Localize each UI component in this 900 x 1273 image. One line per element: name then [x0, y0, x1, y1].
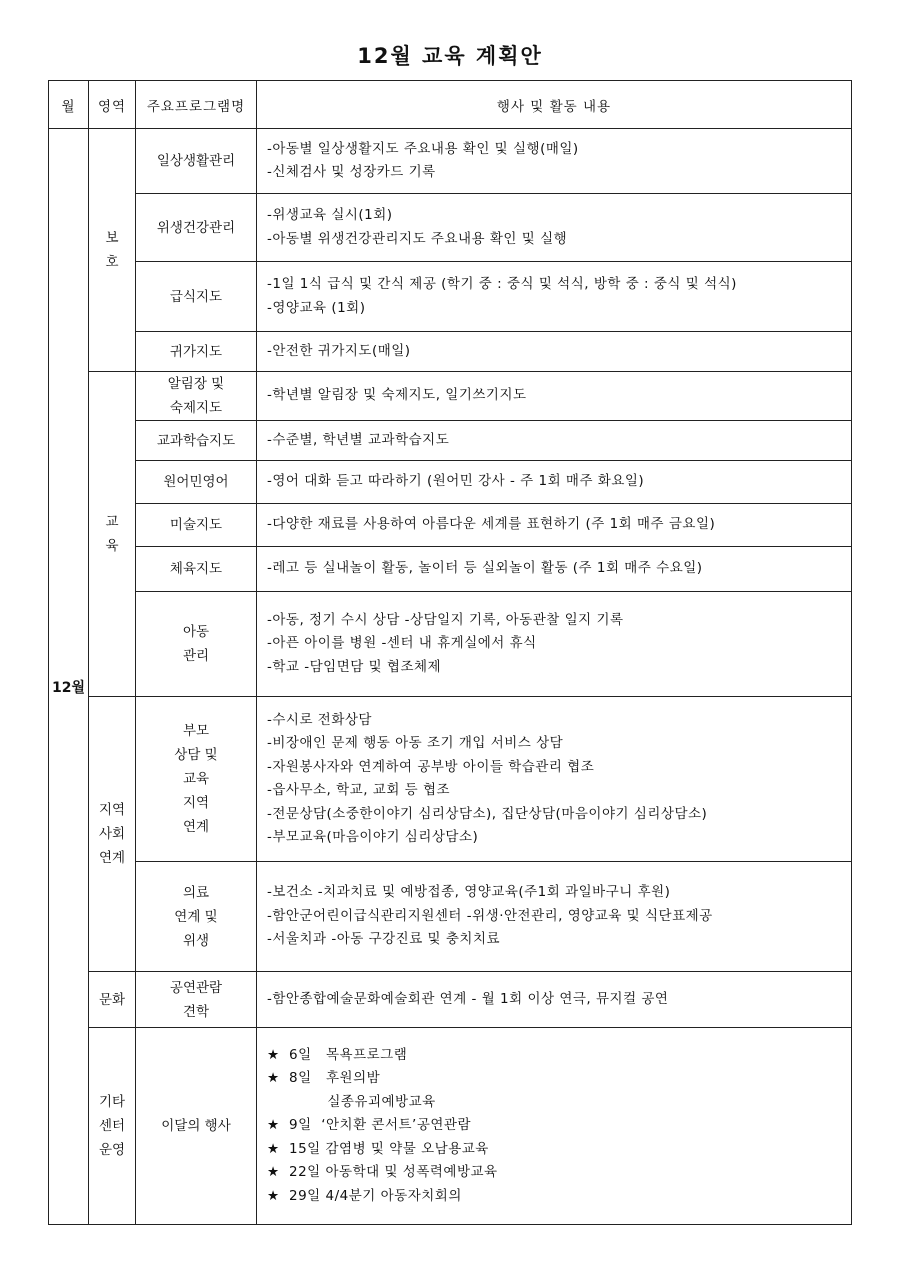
star-icon: ★ [267, 1164, 280, 1181]
activity-cell [257, 194, 852, 262]
program-cell [136, 194, 257, 262]
table-row [49, 461, 852, 504]
table-row [49, 1028, 852, 1225]
area-cell-protect [89, 129, 136, 372]
header-activity: 행사 및 활동 내용 [257, 81, 852, 129]
event-line [267, 1091, 851, 1115]
activity-line: -영양교육 (1회) [267, 299, 366, 316]
event-text: 6일 목욕프로그램 [289, 1046, 408, 1063]
program-label-line: 공연관람 [169, 979, 223, 996]
event-text: 15일 감염병 및 약물 오남용교육 [289, 1140, 489, 1157]
activity-line: -보건소 -치과치료 및 예방접종, 영양교육(주1회 과일바구니 후원) [267, 884, 671, 901]
program-label-line: 의료 [182, 884, 210, 901]
table-row [49, 129, 852, 194]
area-cell-culture [89, 972, 136, 1028]
activity-line: -위생교육 실시(1회) [267, 207, 393, 223]
activity-line: -함안군어린이급식관리지원센터 -위생·안전관리, 영양교육 및 식단표제공 [267, 907, 713, 924]
table-row [49, 421, 852, 461]
program-label-line: 상담 및 [174, 747, 218, 763]
table-row [49, 332, 852, 372]
program-label-line: 일상생활관리 [156, 153, 236, 169]
month-cell: 12월 [49, 129, 89, 1225]
table-row [49, 697, 852, 862]
page-title: 12월 교육 계획안 [357, 44, 543, 68]
program-label-line: 견학 [182, 1003, 210, 1020]
program-cell [136, 129, 257, 194]
program-label-line: 연계 및 [174, 908, 218, 925]
area-label-line: 교 [105, 514, 119, 530]
activity-cell [257, 1028, 852, 1225]
activity-line: -아픈 아이를 병원 -센터 내 휴게실에서 휴식 [267, 635, 537, 652]
program-cell [136, 372, 257, 421]
activity-cell [257, 504, 852, 547]
program-cell [136, 697, 257, 862]
header-area: 영역 [89, 81, 136, 129]
program-label-line: 급식지도 [169, 288, 223, 305]
program-label-line: 원어민영어 [163, 474, 229, 490]
area-label-line: 보 [105, 230, 119, 246]
event-text: 실종유괴예방교육 [289, 1093, 436, 1110]
table-row [49, 504, 852, 547]
event-line [267, 1161, 851, 1185]
event-line [267, 1138, 851, 1162]
activity-cell [257, 972, 852, 1028]
program-label-line: 아동 [182, 624, 210, 640]
program-label-line: 교육 [182, 771, 210, 787]
activity-line: -아동, 정기 수시 상담 -상담일지 기록, 아동관찰 일지 기록 [267, 611, 624, 628]
star-icon: ★ [267, 1187, 280, 1204]
event-line [267, 1185, 851, 1209]
activity-cell [257, 697, 852, 862]
activity-line: -아동별 위생건강관리지도 주요내용 확인 및 실행 [267, 230, 568, 247]
table-row [49, 262, 852, 332]
table-row [49, 862, 852, 972]
event-line [267, 1044, 851, 1068]
activity-line: -학년별 알림장 및 숙제지도, 일기쓰기지도 [267, 387, 527, 404]
activity-cell [257, 332, 852, 372]
activity-cell [257, 372, 852, 421]
activity-line: -함안종합예술문화예술회관 연계 - 월 1회 이상 연극, 뮤지컬 공연 [267, 990, 669, 1007]
program-label-line: 체육지도 [169, 561, 223, 577]
activity-line: -읍사무소, 학교, 교회 등 협조 [267, 782, 451, 798]
activity-cell [257, 547, 852, 592]
table-row [49, 372, 852, 421]
activity-line: -안전한 귀가지도(매일) [267, 342, 411, 359]
program-cell [136, 461, 257, 504]
activity-cell [257, 862, 852, 972]
area-label-line: 육 [105, 538, 119, 554]
header-row [49, 81, 852, 129]
program-label-line: 교과학습지도 [156, 432, 236, 449]
activity-line: -자원봉사자와 연계하여 공부방 아이들 학습관리 협조 [267, 758, 595, 775]
program-label-line: 알림장 및 [167, 376, 225, 392]
program-cell [136, 504, 257, 547]
activity-line: -전문상담(소중한이야기 심리상담소), 집단상담(마음이야기 심리상담소) [267, 805, 708, 822]
program-cell [136, 262, 257, 332]
program-label-line: 부모 [182, 723, 210, 739]
program-cell [136, 421, 257, 461]
activity-line: -학교 -담임면담 및 협조체제 [267, 658, 442, 675]
program-cell [136, 547, 257, 592]
activity-line: -신체검사 및 성장카드 기록 [267, 164, 436, 180]
activity-cell [257, 592, 852, 697]
star-icon: ★ [267, 1070, 280, 1087]
header-program: 주요프로그램명 [136, 81, 257, 129]
event-text: 8일 후원의밤 [289, 1070, 381, 1087]
activity-line: -레고 등 실내놀이 활동, 놀이터 등 실외놀이 활동 (주 1회 매주 수요일) [267, 560, 703, 577]
header-month: 월 [49, 81, 89, 129]
area-cell-community [89, 697, 136, 972]
program-cell [136, 592, 257, 697]
program-label-line: 미술지도 [169, 517, 223, 533]
area-label-line: 센터 [98, 1118, 126, 1134]
activity-line: -아동별 일상생활지도 주요내용 확인 및 실행(매일) [267, 140, 579, 157]
event-text: 9일 ‘안치환 콘서트’공연관람 [289, 1117, 471, 1134]
activity-cell [257, 262, 852, 332]
star-icon: ★ [267, 1046, 280, 1063]
education-plan-table [48, 80, 852, 1225]
program-cell [136, 332, 257, 372]
program-label-line: 이달의 행사 [161, 1118, 231, 1134]
area-label-line: 기타 [98, 1094, 126, 1110]
area-label-line: 운영 [98, 1142, 126, 1158]
activity-line: -수시로 전화상담 [267, 711, 372, 728]
table-row [49, 972, 852, 1028]
table-row [49, 547, 852, 592]
activity-cell [257, 421, 852, 461]
event-line [267, 1067, 851, 1091]
activity-line: -영어 대화 듣고 따라하기 (원어민 강사 - 주 1회 매주 화요일) [267, 473, 645, 490]
program-cell [136, 972, 257, 1028]
area-cell-etc [89, 1028, 136, 1225]
activity-cell [257, 461, 852, 504]
activity-line: -부모교육(마음이야기 심리상담소) [267, 829, 479, 845]
activity-line: -비장애인 문제 행동 아동 조기 개입 서비스 상담 [267, 735, 564, 751]
program-label-line: 위생건강관리 [156, 219, 236, 236]
area-label-line: 사회 [98, 826, 126, 842]
area-label-line: 문화 [98, 991, 126, 1008]
activity-line: -1일 1식 급식 및 간식 제공 (학기 중 : 중식 및 석식, 방학 중 : 중식 및 석식) [267, 276, 737, 292]
program-label-line: 위생 [182, 932, 210, 949]
area-label-line: 지역 [98, 802, 126, 818]
activity-line: -수준별, 학년별 교과학습지도 [267, 431, 450, 448]
area-label-line: 호 [105, 254, 119, 270]
program-cell [136, 862, 257, 972]
table-row [49, 592, 852, 697]
program-label-line: 귀가지도 [169, 343, 223, 360]
star-icon: ★ [267, 1117, 280, 1134]
program-label-line: 연계 [182, 819, 210, 835]
area-label-line: 연계 [98, 850, 126, 866]
area-cell-edu [89, 372, 136, 697]
activity-cell [257, 129, 852, 194]
activity-line: -다양한 재료를 사용하여 아름다운 세계를 표현하기 (주 1회 매주 금요일) [267, 516, 716, 533]
program-cell [136, 1028, 257, 1225]
program-label-line: 숙제지도 [169, 400, 223, 416]
program-label-line: 관리 [182, 648, 210, 664]
program-label-line: 지역 [182, 795, 210, 811]
event-text: 22일 아동학대 및 성폭력예방교육 [289, 1164, 498, 1181]
star-icon: ★ [267, 1140, 280, 1157]
event-line [267, 1114, 851, 1138]
table-row [49, 194, 852, 262]
event-text: 29일 4/4분기 아동자치회의 [289, 1187, 462, 1204]
activity-line: -서울치과 -아동 구강진료 및 충치치료 [267, 931, 501, 948]
